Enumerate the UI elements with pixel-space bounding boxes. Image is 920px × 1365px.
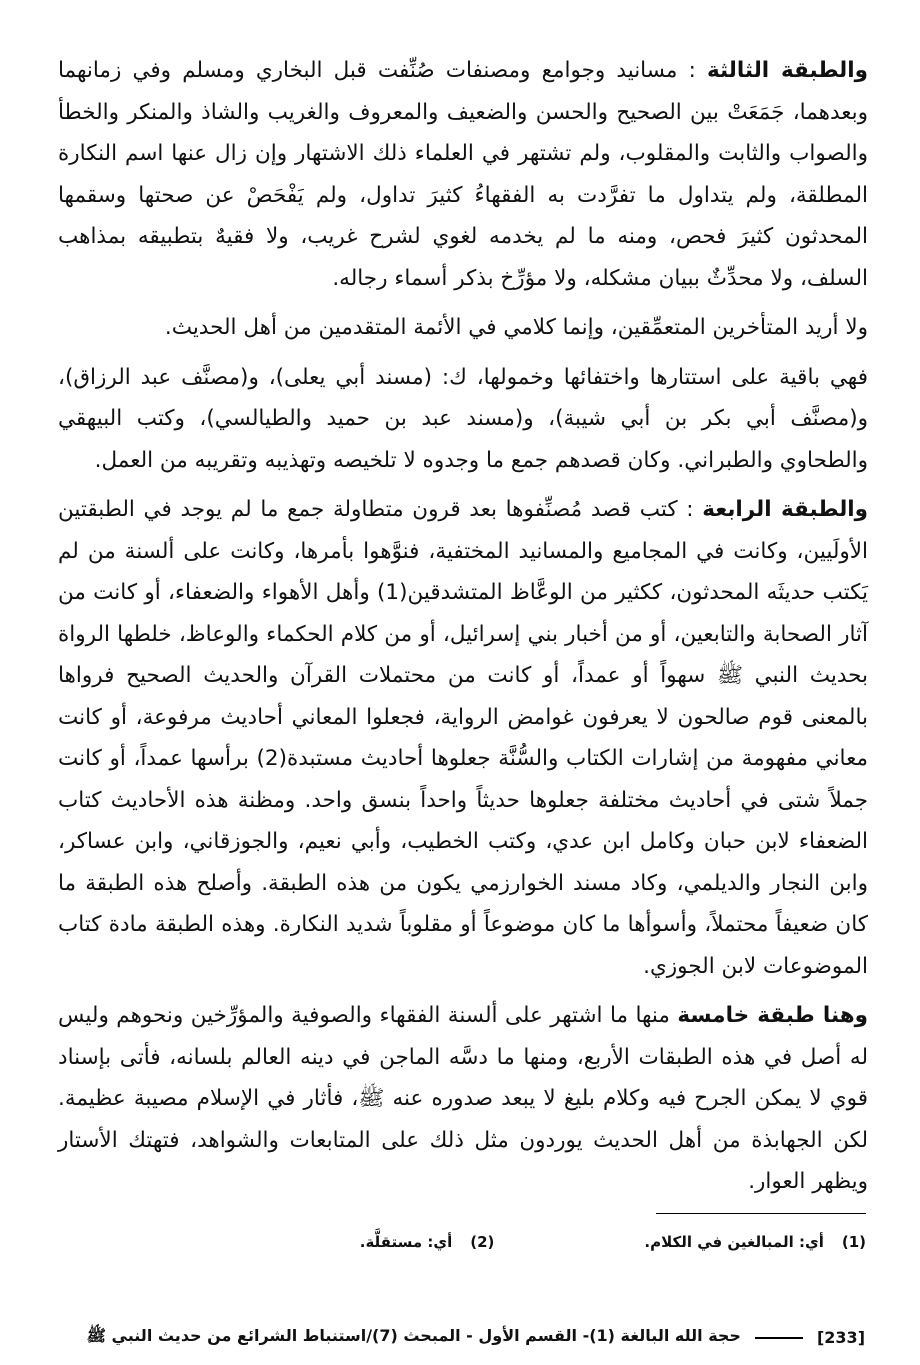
paragraph-fourth-tier <box>58 489 868 987</box>
paragraph-lead: وهنا طبقة خامسة <box>677 1003 868 1028</box>
paragraph-lead: والطبقة الثالثة <box>706 58 868 83</box>
footnote-divider <box>656 1213 866 1214</box>
running-title: حجة الله البالغة (1)- القسم الأول - المبحث (7)/استنباط الشرائع من حديث النبي ﷺ <box>86 1326 741 1345</box>
footnote-1 <box>644 1233 866 1251</box>
footnote-text: أي: مستقلَّة. <box>359 1233 453 1251</box>
page-footer <box>45 1326 865 1349</box>
footnotes <box>246 1233 866 1251</box>
paragraph-fifth-tier <box>58 995 868 1203</box>
paragraph-body: فهي باقية على استتارها واختفائها وخمولها، ك: (مسند أبي يعلى)، و(مصنَّف عبد الرزاق)، و(مصنَّف أبي بكر بن أبي شيبة)، و(مسند عبد بن حميد والطيالسي)، وكتب البيهقي والطحاوي والطبراني. وكان قصدهم جمع ما وجدوه لا تلخيصه وتهذيبه وتقريبه من العمل. <box>58 364 868 473</box>
paragraph-examples <box>58 357 868 482</box>
main-text <box>58 50 868 1211</box>
paragraph-body: : كتب قصد مُصنِّفوها بعد قرون متطاولة جمع ما لم يوجد في الطبقتين الأولَيين، وكانت في المجاميع والمسانيد المختفية، فنوَّهوا بأمرها، وكانت على ألسنة من لم يَكتب حديثَه المحدثون، ككثير من الوعَّاظ المتشدقين(1) وأهل الأهواء والضعفاء، أو كانت من آثار الصحابة والتابعين، أو من أخبار بني إسرائيل، أو من كلام الحكماء والوعاظ، خلطها الرواة بحديث النبي ﷺ سهواً أو عمداً، أو كانت من محتملات القرآن والحديث الصحيح فرواها بالمعنى قوم صالحون لا يعرفون غوامض الرواية، فجعلوا المعاني أحاديث مرفوعة، أو كانت معاني مفهومة من إشارات الكتاب والسُّنَّة جعلوها أحاديث مستبدة(2) برأسها عمداً، أو كانت جملاً شتى في أحاديث مختلفة جعلوها حديثاً واحداً بنسق واحد. ومظنة هذه الأحاديث كتاب الضعفاء لابن حبان وكامل ابن عدي، وكتب الخطيب، وأبي نعيم، والجوزقاني، وابن عساكر، وابن النجار والديلمي، وكاد مسند الخوارزمي يكون من هذه الطبقة. وأصلح هذه الطبقة ما كان ضعيفاً محتملاً، وأسوأها ما كان موضوعاً أو مقلوباً شديد النكارة. وهذه الطبقة مادة كتاب الموضوعات لابن الجوزي. <box>58 497 868 979</box>
paragraph-body: ولا أريد المتأخرين المتعمِّقين، وإنما كلامي في الأئمة المتقدمين من أهل الحديث. <box>164 315 868 340</box>
paragraph-lead: والطبقة الرابعة <box>702 497 868 522</box>
paragraph-note <box>58 307 868 349</box>
paragraph-body: : مسانيد وجوامع ومصنفات صُنِّفت قبل البخاري ومسلم وفي زمانهما وبعدهما، جَمَعَتْ بين الصحيح والحسن والضعيف والمعروف والغريب والشاذ والمنكر والخطأ والصواب والثابت والمقلوب، ولم تشتهر في العلماء ذلك الاشتهار وإن زال عنها اسم النكارة المطلقة، ولم يتداول ما تفرَّدت به الفقهاءُ كثيرَ تداول، ولم يَفْحَصْ عن صحتها وسقمها المحدثون كثيرَ فحص، ومنه ما لم يخدمه لغوي لشرح غريب، ولا فقيهٌ بتطبيقه بمذاهب السلف، ولا محدِّثٌ ببيان مشكله، ولا مؤرِّخ بذكر أسماء رجاله. <box>58 58 868 291</box>
paragraph-third-tier <box>58 50 868 299</box>
footnote-number: (1) <box>841 1233 866 1251</box>
footnote-2 <box>360 1233 495 1251</box>
footer-dash <box>755 1337 803 1339</box>
paragraph-body: منها ما اشتهر على ألسنة الفقهاء والصوفية والمؤرِّخين ونحوهم وليس له أصل في هذه الطبقات الأربع، ومنها ما دسَّه الماجن في دينه العالم بلسانه، فأتى بإسناد قوي لا يمكن الجرح فيه وكلام بليغ لا يبعد صدوره عنه ﷺ، فأثار في الإسلام مصيبة عظيمة. لكن الجهابذة من أهل الحديث يوردون مثل ذلك على المتابعات والشواهد، فتهتك الأستار ويظهر العوار. <box>58 1003 868 1194</box>
page-number: [233] <box>816 1328 865 1347</box>
footnote-text: أي: المبالغين في الكلام. <box>644 1233 824 1251</box>
footnote-number: (2) <box>470 1233 495 1251</box>
